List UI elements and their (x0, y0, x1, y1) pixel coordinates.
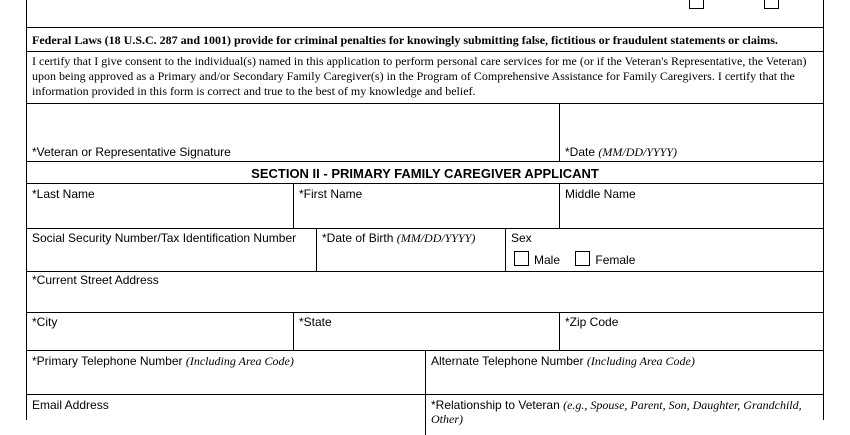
sex-label: Sex (511, 231, 532, 245)
ssn-label: Social Security Number/Tax Identification Number (32, 231, 297, 245)
top-checkbox-1[interactable] (689, 0, 704, 9)
consent-text: I certify that I give consent to the individual(s) named in this application to perform personal care services for me (or if the Veteran's Representative, the Veteran) upon being approved as a Primary and/or Secondary Family Caregiver(s) in the Program of Comprehensive Assistance for Family Caregivers. I certify that the information provided in this form is correct and true to the best of my knowledge and belief. (32, 54, 807, 98)
ssn-field[interactable] (27, 229, 316, 271)
city-field[interactable] (27, 313, 293, 350)
last-name-label: *Last Name (32, 187, 95, 201)
male-label: Male (534, 253, 561, 267)
middle-name-label: Middle Name (565, 187, 636, 201)
male-checkbox[interactable] (514, 251, 529, 266)
state-label: *State (299, 315, 332, 329)
ssn-dob-sex-row (27, 229, 823, 272)
sex-field (505, 229, 823, 271)
signature-row (27, 104, 823, 162)
email-relationship-row (27, 395, 823, 435)
female-checkbox[interactable] (575, 251, 590, 266)
street-row (27, 272, 823, 313)
city-label: *City (32, 315, 58, 329)
dob-field[interactable] (316, 229, 505, 271)
street-field[interactable] (27, 272, 823, 312)
signature-date-field[interactable] (559, 104, 823, 161)
city-state-zip-row (27, 313, 823, 351)
relationship-label: *Relationship to Veteran (e.g., Spouse, Parent, Son, Daughter, Grandchild, Other) (431, 398, 802, 426)
signature-date-label: *Date (MM/DD/YYYY) (565, 145, 678, 159)
caregiver-form (26, 0, 824, 426)
top-checkbox-2[interactable] (764, 0, 779, 9)
relationship-field[interactable] (425, 395, 823, 435)
signature-field[interactable] (27, 104, 559, 161)
female-label: Female (595, 253, 636, 267)
state-field[interactable] (293, 313, 559, 350)
first-name-label: *First Name (299, 187, 363, 201)
sex-options (514, 251, 635, 267)
signature-label: *Veteran or Representative Signature (32, 145, 231, 159)
dob-label: *Date of Birth (MM/DD/YYYY) (322, 231, 476, 245)
section-title-row (27, 162, 823, 184)
email-field[interactable] (27, 395, 425, 435)
consent-row (27, 52, 823, 104)
section-title: SECTION II - PRIMARY FAMILY CAREGIVER APPLICANT (251, 166, 599, 181)
last-name-field[interactable] (27, 184, 293, 228)
name-row (27, 184, 823, 229)
alt-phone-label: Alternate Telephone Number (Including Area Code) (431, 354, 695, 368)
laws-notice: Federal Laws (18 U.S.C. 287 and 1001) provide for criminal penalties for knowingly submitting false, fictitious or fraudulent statements or claims. (32, 33, 778, 47)
alt-phone-field[interactable] (425, 351, 823, 394)
top-partial-row (27, 0, 823, 28)
laws-notice-row (27, 28, 823, 52)
email-label: Email Address (32, 398, 109, 412)
primary-phone-label: *Primary Telephone Number (Including Area Code) (32, 354, 294, 368)
phone-row (27, 351, 823, 395)
street-label: *Current Street Address (32, 273, 159, 287)
zip-field[interactable] (559, 313, 823, 350)
first-name-field[interactable] (293, 184, 559, 228)
primary-phone-field[interactable] (27, 351, 425, 394)
middle-name-field[interactable] (559, 184, 823, 228)
zip-label: *Zip Code (565, 315, 619, 329)
